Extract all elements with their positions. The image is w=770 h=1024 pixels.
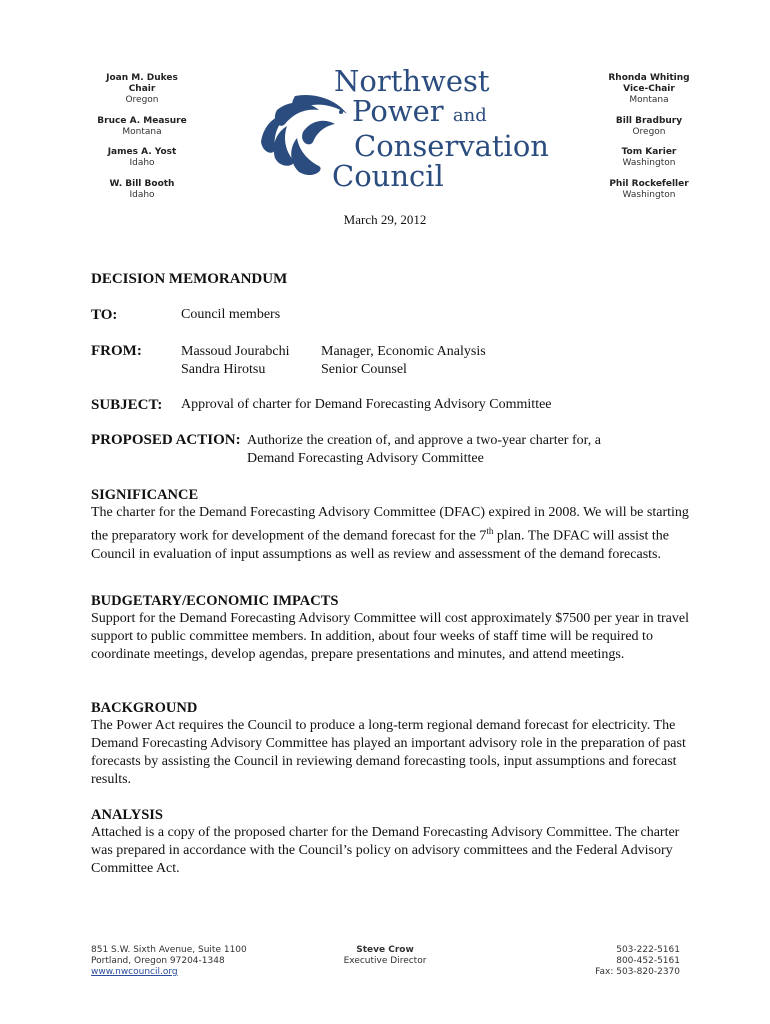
logo-line-northwest: Northwest: [334, 64, 490, 98]
budget-section: [91, 592, 691, 664]
proposed-line-2: Demand Forecasting Advisory Committee: [247, 451, 484, 466]
from-names: [181, 343, 290, 379]
memo-title: DECISION MEMORANDUM: [91, 271, 288, 287]
member-state: Montana: [629, 95, 669, 105]
to-value: Council members: [181, 307, 281, 322]
member-name: Bill Bradbury: [615, 116, 683, 126]
council-logo-text: [330, 66, 549, 191]
from-label: FROM:: [91, 343, 142, 359]
proposed-line-1: Authorize the creation of, and approve a two-year charter for, a: [247, 433, 601, 448]
logo-word-power: Power: [352, 94, 444, 128]
member-name: Tom Karier: [621, 147, 677, 157]
from-titles: [321, 343, 486, 379]
phone-1: 503-222-5161: [616, 945, 680, 955]
fax-number: Fax: 503-820-2370: [595, 967, 680, 977]
member-state: Oregon: [125, 95, 159, 105]
member-phil-rockefeller: [570, 179, 728, 201]
memo-date: March 29, 2012: [343, 212, 427, 227]
subject-label: SUBJECT:: [91, 397, 163, 413]
analysis-section: [91, 806, 691, 878]
member-bruce-measure: [64, 116, 220, 138]
member-name: Bruce A. Measure: [97, 116, 187, 126]
member-state: Montana: [122, 127, 162, 137]
member-state: Oregon: [632, 127, 666, 137]
background-heading: BACKGROUND: [91, 700, 198, 716]
background-text: The Power Act requires the Council to produce a long-term regional demand forecast for electricity. The Demand Forecasting Advisory Committee has played an important advisory role in the preparation of past forecasts by assisting the Council in reviewing demand forecasting tools, input assumptions and forecast results.: [91, 718, 686, 787]
member-name: Phil Rockefeller: [609, 179, 689, 189]
significance-section: [91, 486, 691, 564]
footer-address: [91, 945, 247, 978]
from-name-1: Massoud Jourabchi: [181, 344, 290, 359]
footer-director: [300, 945, 470, 967]
member-bill-booth: [64, 179, 220, 201]
website-link[interactable]: www.nwcouncil.org: [91, 967, 178, 977]
logo-line-conservation: Conservation: [354, 129, 549, 163]
member-name: W. Bill Booth: [109, 179, 175, 189]
logo-line-council: Council: [332, 159, 444, 193]
phone-2: 800-452-5161: [616, 956, 680, 966]
member-role: Vice-Chair: [623, 84, 675, 94]
director-name: Steve Crow: [356, 945, 414, 955]
member-rhonda-whiting: [570, 73, 728, 106]
member-state: Idaho: [129, 158, 155, 168]
member-state: Washington: [622, 190, 676, 200]
significance-text-pre: The charter for the Demand Forecasting Advisory Committee (DFAC) expired in 2008. We will be starting the preparatory work for development of the demand forecast for the 7: [91, 505, 689, 544]
background-section: [91, 699, 691, 789]
to-label: TO:: [91, 307, 118, 323]
footer-address-line1: 851 S.W. Sixth Avenue, Suite 1100: [91, 945, 247, 955]
significance-heading: SIGNIFICANCE: [91, 487, 199, 503]
member-name: James A. Yost: [107, 147, 177, 157]
logo-word-and: and: [452, 105, 487, 126]
budget-heading: BUDGETARY/ECONOMIC IMPACTS: [91, 593, 339, 609]
significance-text-post: plan. The DFAC will assist the Council in evaluation of input assumptions as well as review and assessment of the demand forecasts.: [91, 528, 670, 562]
significance-text: [91, 504, 691, 564]
footer-phones: [560, 945, 680, 978]
member-tom-karier: [570, 147, 728, 169]
member-james-yost: [64, 147, 220, 169]
analysis-text: Attached is a copy of the proposed charter for the Demand Forecasting Advisory Committee. The charter was prepared in accordance with the Council’s policy on advisory committees and the Federal Advisory Committee Act.: [91, 825, 680, 876]
member-state: Idaho: [129, 190, 155, 200]
member-bill-bradbury: [570, 116, 728, 138]
proposed-action-text: [247, 432, 601, 468]
analysis-heading: ANALYSIS: [91, 807, 163, 823]
subject-value: Approval of charter for Demand Forecasting Advisory Committee: [181, 397, 552, 412]
significance-text-sup: th: [486, 526, 494, 536]
member-name: Joan M. Dukes: [106, 73, 178, 83]
member-state: Washington: [622, 158, 676, 168]
member-name: Rhonda Whiting: [608, 73, 690, 83]
from-title-2: Senior Counsel: [321, 362, 407, 377]
budget-text: Support for the Demand Forecasting Advisory Committee will cost approximately $7500 per year in travel support to public committee members. In addition, about four weeks of staff time will be required to coordinate meetings, develop agendas, prepare presentations and minutes, and attend meetings.: [91, 611, 689, 662]
director-title: Executive Director: [343, 956, 427, 966]
logo-line-power: [330, 96, 549, 131]
member-role: Chair: [128, 84, 156, 94]
from-title-1: Manager, Economic Analysis: [321, 344, 486, 359]
from-name-2: Sandra Hirotsu: [181, 362, 266, 377]
proposed-action-label: PROPOSED ACTION:: [91, 432, 241, 448]
member-joan-dukes: [64, 73, 220, 106]
footer-address-line2: Portland, Oregon 97204-1348: [91, 956, 225, 966]
